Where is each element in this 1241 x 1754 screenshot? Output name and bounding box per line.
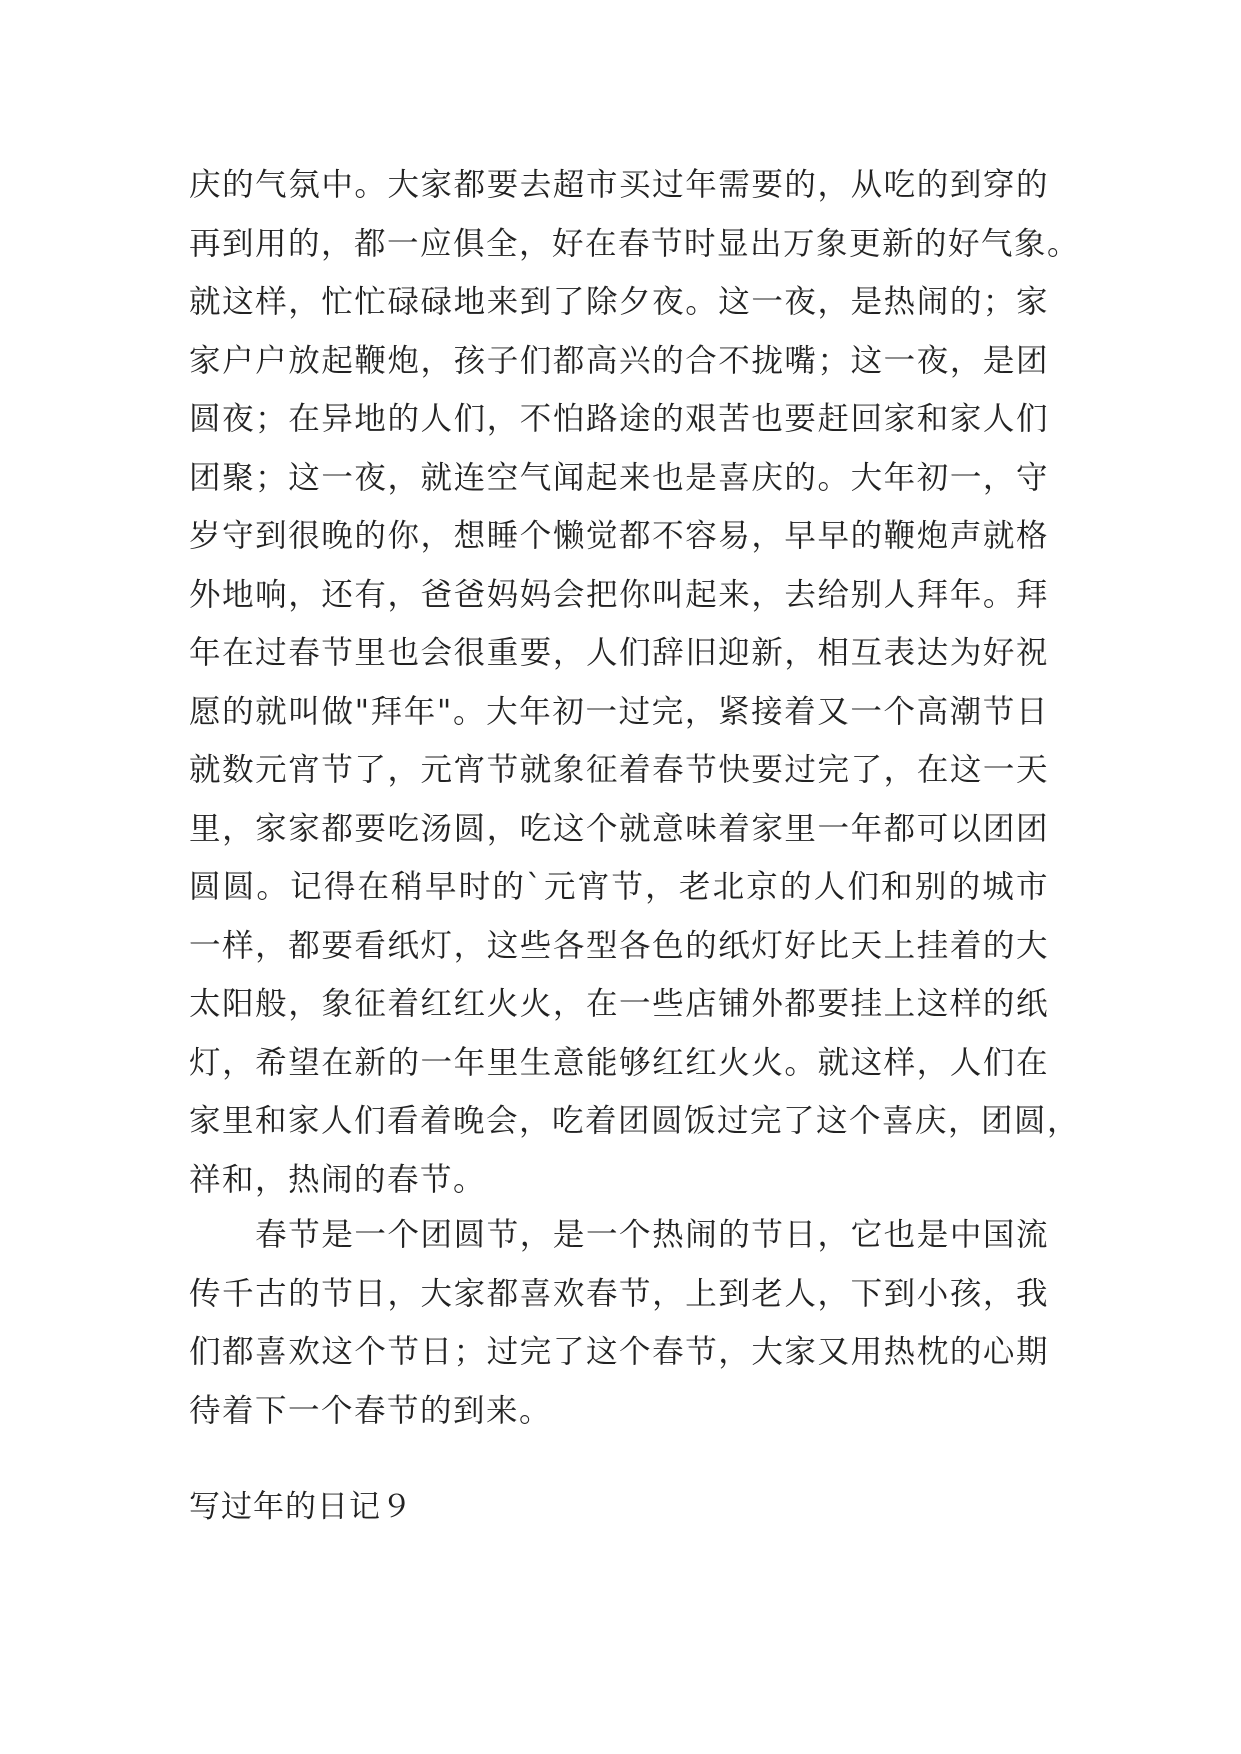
paragraph-line: 愿的就叫做"拜年"。大年初一过完，紧接着又一个高潮节日 [189, 693, 1049, 730]
paragraph-line: 就数元宵节了，元宵节就象征着春节快要过完了，在这一天 [189, 752, 1049, 788]
paragraph-line: 岁守到很晚的你，想睡个懒觉都不容易，早早的鞭炮声就格 [189, 518, 1049, 554]
paragraph-line: 祥和，热闹的春节。 [189, 1161, 487, 1198]
paragraph-line: 团聚；这一夜，就连空气闻起来也是喜庆的。大年初一，守 [189, 459, 1049, 496]
paragraph-line: 圆圆。记得在稍早时的`元宵节，老北京的人们和别的城市 [189, 869, 1049, 905]
paragraph-1 [189, 156, 1081, 1209]
paragraph-line: 待着下一个春节的到来。 [189, 1392, 553, 1429]
paragraph-line: 庆的气氛中。大家都要去超市买过年需要的，从吃的到穿的 [189, 167, 1049, 203]
paragraph-line: 传千古的节日，大家都喜欢春节，上到老人，下到小孩，我 [189, 1275, 1049, 1312]
paragraph-line: 灯，希望在新的一年里生意能够红红火火。就这样，人们在 [189, 1044, 1049, 1081]
paragraph-line: 一样，都要看纸灯，这些各型各色的纸灯好比天上挂着的大 [189, 927, 1049, 964]
paragraph-line: 太阳般，象征着红红火火，在一些店铺外都要挂上这样的纸 [189, 986, 1049, 1022]
paragraph-line: 圆夜；在异地的人们，不怕路途的艰苦也要赶回家和家人们 [189, 401, 1049, 437]
paragraph-line: 家里和家人们看着晚会，吃着团圆饭过完了这个喜庆，团圆， [189, 1103, 1081, 1139]
paragraph-2 [189, 1206, 1049, 1440]
paragraph-line: 春节是一个团圆节，是一个热闹的节日，它也是中国流 [189, 1217, 1049, 1253]
paragraph-line: 外地响，还有，爸爸妈妈会把你叫起来，去给别人拜年。拜 [189, 576, 1049, 613]
paragraph-line: 家户户放起鞭炮，孩子们都高兴的合不拢嘴；这一夜，是团 [189, 342, 1049, 379]
paragraph-line: 就这样，忙忙碌碌地来到了除夕夜。这一夜，是热闹的；家 [189, 284, 1049, 320]
paragraph-line: 里，家家都要吃汤圆，吃这个就意味着家里一年都可以团团 [189, 810, 1049, 847]
paragraph-line: 们都喜欢这个节日；过完了这个春节，大家又用热枕的心期 [189, 1334, 1049, 1370]
paragraph-line: 再到用的，都一应俱全，好在春节时显出万象更新的好气象。 [189, 225, 1081, 262]
section-heading: 写过年的日记９ [189, 1489, 413, 1525]
paragraph-line: 年在过春节里也会很重要，人们辞旧迎新，相互表达为好祝 [189, 635, 1049, 671]
